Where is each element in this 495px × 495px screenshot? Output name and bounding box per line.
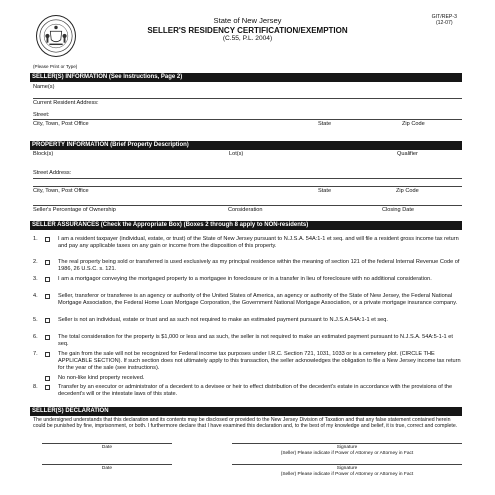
- state-name: State of New Jersey: [213, 16, 282, 25]
- signature-field-2[interactable]: [232, 464, 462, 465]
- block-label: Block(s): [33, 151, 54, 157]
- qualifier-label: Qualifier: [397, 151, 418, 157]
- assurance-checkbox-6[interactable]: [45, 335, 50, 340]
- date-label-1: Date: [101, 445, 113, 450]
- assurance-item-8: 8. Transfer by an executor or administrator of a decedent to a devisee or heir to effect distribution of the decedent's estate in accordance with the provisions of the decedent's will or the intestate laws of this state.: [33, 384, 453, 397]
- consideration-label: Consideration: [228, 207, 263, 213]
- assurance-checkbox-4[interactable]: [45, 294, 50, 299]
- date-label-2: Date: [101, 466, 113, 471]
- assurance-checkbox-7-sub[interactable]: [45, 376, 50, 381]
- property-city-field[interactable]: [33, 186, 462, 187]
- assurance-item-7-sub: No non-like kind property received.: [33, 375, 462, 382]
- assurance-checkbox-7[interactable]: [45, 352, 50, 357]
- signature-note-1: (Seller) Please indicate if Power of Attorney or Attorney in Fact: [280, 451, 414, 456]
- address-label: Current Resident Address:: [33, 100, 99, 106]
- street-field[interactable]: [33, 119, 462, 120]
- assurance-item-1: 1. I am a resident taxpayer (individual, estate, or trust) of the State of New Jersey pursuant to N.J.S.A. 54A:1-1 et seq. and will file a resident gross income tax return and pay any applicable taxes on any gain or income from the disposition of this property.: [33, 236, 459, 249]
- declaration-heading: SELLER(S) DECLARATION: [30, 407, 462, 416]
- ownership-label: Seller's Percentage of Ownership: [33, 207, 116, 213]
- assurance-item-7: 7. The gain from the sale will not be recognized for Federal income tax purposes under I.R.C. Section 721, 1031, 1033 or is a cemetery plot. (CIRCLE THE APPLICABLE SECTION). If such section does not ultimately apply to this transaction, the seller acknowledges the obligation to file a New Jersey income tax return for the year of the sale (see instructions).: [33, 351, 461, 371]
- street-label: Street:: [33, 112, 50, 118]
- assurance-checkbox-3[interactable]: [45, 277, 50, 282]
- form-title: SELLER'S RESIDENCY CERTIFICATION/EXEMPTION: [147, 25, 348, 35]
- assurance-checkbox-1[interactable]: [45, 237, 50, 242]
- form-number: [432, 14, 457, 26]
- street-address-label: Street Address:: [33, 170, 72, 176]
- statute: (C.55, P.L. 2004): [222, 34, 273, 42]
- property-city-label: City, Town, Post Office: [33, 188, 89, 194]
- form-id: GIT/REP-3: [431, 14, 457, 20]
- assurance-item-2: 2. The real property being sold or transferred is used exclusively as my principal residence within the meaning of section 121 of the federal Internal Revenue Code of 1986, 26 U.S.C. s. 121.: [33, 259, 460, 272]
- zip-label: Zip Code: [402, 121, 425, 127]
- declaration-text: The undersigned understands that this declaration and its contents may be disclosed or provided to the New Jersey Division of Taxation and that any false statement contained herein could be punished by fine, imprisonment, or both. I furthermore declare that I have examined this declaration and, to the best of my knowledge and belief, it is true, correct and complete.: [33, 417, 458, 430]
- names-field[interactable]: [33, 98, 462, 99]
- form-date: (12-07): [435, 20, 453, 27]
- signature-label-2: Signature: [336, 466, 358, 471]
- closing-date-label: Closing Date: [382, 207, 415, 213]
- signature-note-2: (Seller) Please indicate if Power of Attorney or Attorney in Fact: [280, 472, 414, 477]
- assurance-item-5: 5. Seller is not an individual, estate or trust and as such not required to make an estimated payment pursuant to N.J.S.A.54A:1-1 et seq.: [33, 317, 388, 323]
- assurance-checkbox-8[interactable]: [45, 385, 50, 390]
- assurance-checkbox-5[interactable]: [45, 318, 50, 323]
- assurance-checkbox-2[interactable]: [45, 260, 50, 265]
- ownership-field[interactable]: [33, 205, 462, 206]
- assurances-heading: SELLER ASSURANCES (Check the Appropriate Box) (Boxes 2 through 8 apply to NON-residents): [30, 221, 462, 230]
- state-label: State: [318, 121, 332, 127]
- property-info-heading: PROPERTY INFORMATION (Brief Property Description): [30, 141, 462, 150]
- lot-label: Lot(s): [229, 151, 244, 157]
- names-label: Name(s): [33, 84, 55, 90]
- street-address-field[interactable]: [33, 178, 462, 179]
- assurance-item-3: 3. I am a mortgagor conveying the mortgaged property to a mortgagee in foreclosure or in a transfer in lieu of foreclosure with no additional consideration.: [33, 276, 432, 282]
- date-field-1[interactable]: [42, 443, 172, 444]
- state-seal-logo: [36, 15, 76, 57]
- signature-label-1: Signature: [336, 445, 358, 450]
- property-state-label: State: [318, 188, 332, 194]
- city-label: City, Town, Post Office: [33, 121, 89, 127]
- print-note: (Please Print or Type): [33, 64, 78, 69]
- assurance-item-4: 4. Seller, transferor or transferee is an agency or authority of the United States of America, an agency or authority of the State of New Jersey, the Federal National Mortgage Association, the Federal Home Loan Mortgage Corporation, the Government National Mortgage Association, or a private mortgage insurance company.: [33, 293, 458, 306]
- form-header: [95, 17, 400, 42]
- assurance-item-6: 6. The total consideration for the property is $1,000 or less and as such, the seller is not required to make an estimated payment pursuant to N.J.S.A. 54A:5-1-1 et seq.: [33, 334, 453, 347]
- property-zip-label: Zip Code: [396, 188, 419, 194]
- date-field-2[interactable]: [42, 464, 172, 465]
- signature-field-1[interactable]: [232, 443, 462, 444]
- seller-info-heading: SELLER(S) INFORMATION (See Instructions, Page 2): [30, 73, 462, 82]
